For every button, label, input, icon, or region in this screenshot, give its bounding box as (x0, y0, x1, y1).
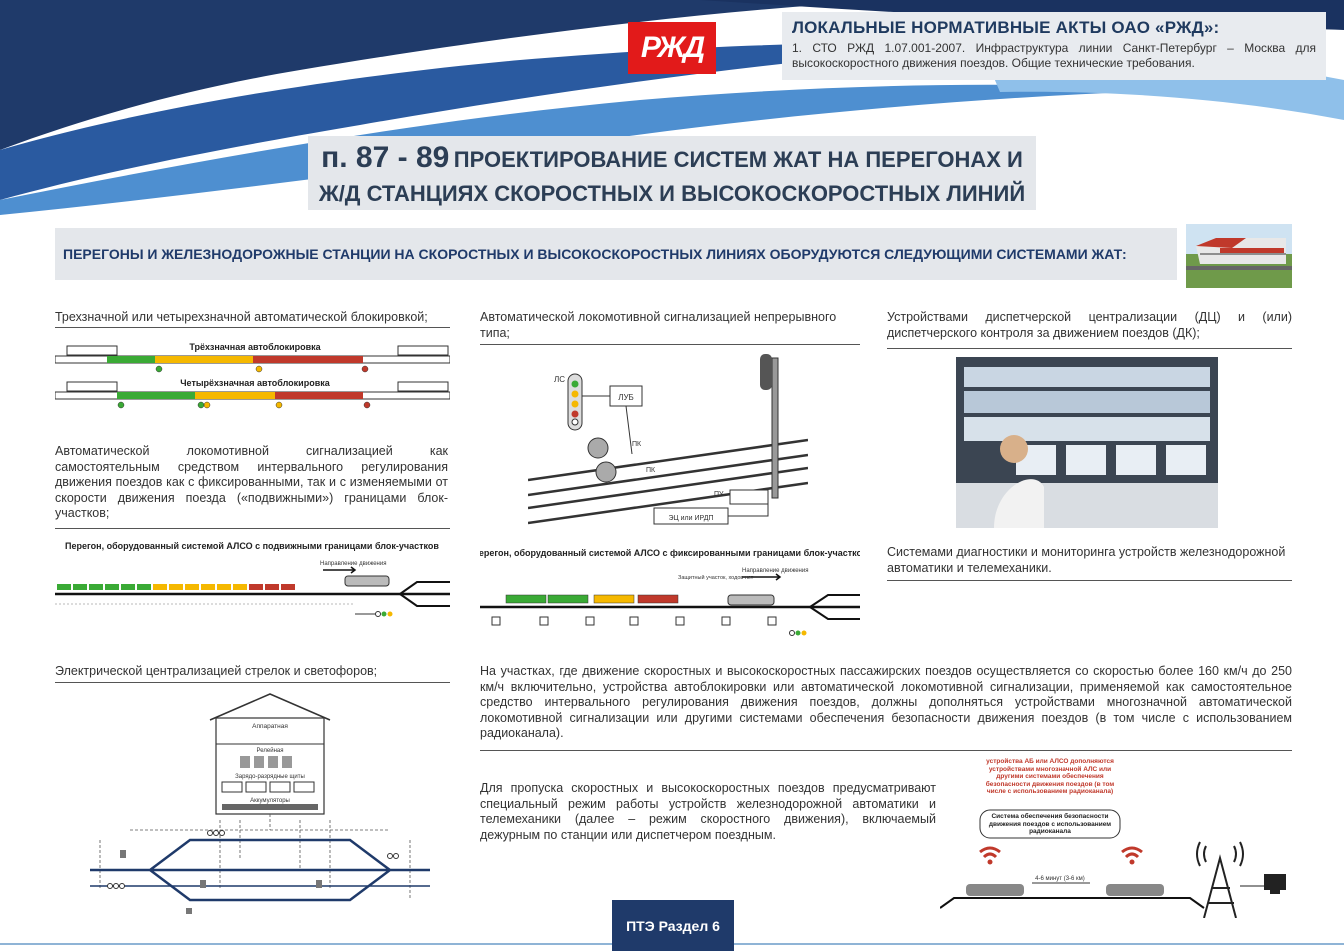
pk-label-2: ПК (646, 467, 656, 474)
item-speed-mode: Для пропуска скоростных и высокоскоростных поездов предусматривают специальный режим работы устройств железнодорожной автоматики и телемеханики (далее – режим скоростного движения), включаемый дежурным по станции или диспетчером поездным. (480, 781, 936, 842)
rzd-logo-text: РЖД (640, 31, 704, 64)
alsn-diagram (528, 350, 808, 530)
pu-label: ПУ (714, 491, 724, 498)
charging-panels-label: Зарядо-разрядные щиты (235, 774, 305, 780)
rzd-logo (628, 22, 716, 74)
item-dispatch-centralization: Устройствами диспетчерской централизации (ДЦ) и (или) диспетчерского контроля за движением поездов (ДК); (887, 310, 1292, 340)
normative-acts-text: 1. СТО РЖД 1.07.001-2007. Инфраструктура линии Санкт-Петербург – Москва для высокоскоростного движения поездов. Общие технические требования. (792, 41, 1316, 70)
ec-irdp-label: ЭЦ или ИРДП (668, 515, 714, 522)
four-aspect-caption: Четырёхзначная автоблокировка (180, 378, 330, 388)
three-aspect-caption: Трёхзначная автоблокировка (189, 342, 321, 352)
autoblock-diagram (55, 338, 450, 414)
interlocking-building-diagram (90, 690, 430, 920)
divider (480, 344, 860, 345)
direction-label: Направление движения (320, 561, 387, 567)
interval-label: 4-6 минут (3-6 км) (1035, 876, 1085, 882)
divider (887, 348, 1292, 349)
ls-label: ЛС (554, 375, 566, 384)
intro-banner (55, 228, 1177, 280)
direction-label-2: Направление движения (742, 568, 809, 574)
also-fixed-diagram (480, 545, 860, 640)
item-speed-requirements: На участках, где движение скоростных и высокоскоростных пассажирских поездов осуществляется со скоростью более 160 км/ч до 250 км/ч включительно, устройства автоблокировки или автоматической локомотивной сигнализации, применяемой как самостоятельное средство интервального регулирования движения поездов, должны дополняться устройствами многозначной автоматической локомотивной сигнализации или другими системами обеспечения безопасности движения поездов (в том числе с использованием радиоканала). (480, 664, 1292, 740)
releynaya-label: Релейная (256, 748, 284, 754)
also-fixed-caption: Перегон, оборудованный системой АЛСО с фиксированными границами блок-участков (480, 548, 860, 558)
radio-system-text: Система обеспечения безопасности движения поездов с использованием радиоканала (988, 813, 1112, 835)
intro-banner-text: ПЕРЕГОНЫ И ЖЕЛЕЗНОДОРОЖНЫЕ СТАНЦИИ НА СКОРОСТНЫХ И ВЫСОКОСКОРОСТНЫХ ЛИНИЯХ ОБОРУДУЮТСЯ СЛЕДУЮЩИМИ СИСТЕМАМИ ЖАТ: (63, 246, 1127, 262)
pk-label-1: ПК (632, 441, 642, 448)
also-moving-caption: Перегон, оборудованный системой АЛСО с подвижными границами блок-участков (65, 541, 439, 551)
radio-requirement-text: устройства АБ или АЛСО дополняются устройствами многозначной АЛС или другими системами обеспечения безопасности движения поездов (в том числе с использованием радиоканала) (985, 758, 1115, 795)
normative-acts-box (782, 12, 1326, 80)
footer-section-label: ПТЭ Раздел 6 (612, 900, 734, 951)
item-electric-interlocking: Электрической централизацией стрелок и светофоров; (55, 664, 378, 678)
divider (55, 528, 450, 529)
item-autoblock: Трехзначной или четырехзначной автоматической блокировкой; (55, 310, 428, 324)
divider (55, 682, 450, 683)
apparatnaya-label: Аппаратная (252, 723, 288, 730)
dispatcher-photo (956, 357, 1218, 528)
protected-section-label: Защитный участок, ходов нет (678, 575, 754, 581)
lub-label: ЛУБ (618, 393, 634, 402)
title-line-2: Ж/Д СТАНЦИЯХ СКОРОСТНЫХ И ВЫСОКОСКОРОСТНЫХ ЛИНИЙ (318, 181, 1026, 206)
batteries-label: Аккумуляторы (250, 798, 290, 804)
divider (480, 750, 1292, 751)
also-moving-diagram (55, 538, 450, 628)
item-also: Автоматической локомотивной сигнализацией как самостоятельным средством интервального регулирования движения поездов как с фиксированными, так и с изменяемыми от скорости движения поезда («подвижными») границами блок-участков; (55, 444, 448, 520)
normative-acts-title: ЛОКАЛЬНЫЕ НОРМАТИВНЫЕ АКТЫ ОАО «РЖД»: (792, 18, 1220, 37)
radio-safety-diagram (940, 758, 1292, 918)
item-diagnostics: Системами диагностики и мониторинга устройств железнодорожной автоматики и телемеханики. (887, 545, 1286, 575)
high-speed-train-photo (1186, 224, 1292, 288)
item-alsn: Автоматической локомотивной сигнализацией непрерывного типа; (480, 310, 837, 340)
section-number: п. 87 - 89 (321, 141, 450, 174)
page-title (308, 136, 1036, 210)
divider (55, 327, 450, 328)
divider (887, 580, 1292, 581)
title-line-1: ПРОЕКТИРОВАНИЕ СИСТЕМ ЖАТ НА ПЕРЕГОНАХ И (453, 147, 1023, 172)
